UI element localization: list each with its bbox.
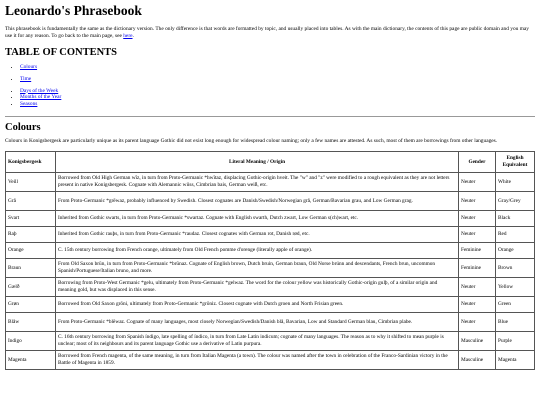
english-cell: Gray/Grey — [496, 191, 535, 210]
table-row — [6, 350, 535, 369]
gender-cell: Neuter — [459, 191, 496, 210]
english-cell: Green — [496, 296, 535, 312]
origin-cell: Borrowed from Old Saxon grōni, ultimately from Proto-Germanic *grōniz. Closest cognate with Dutch groen and North Frisian green. — [56, 296, 459, 312]
english-cell: Magenta — [496, 350, 535, 369]
english-cell: Yellow — [496, 277, 535, 296]
origin-cell: From Proto-Germanic *blēwaz. Cognate of many languages, most closely Norwegian/Swedish/Danish blå, Bavarian, Low and Standard German blau, Cimbrian plabe. — [56, 312, 459, 331]
word-cell: Braun — [6, 258, 56, 277]
english-cell: Brown — [496, 258, 535, 277]
gender-cell: Neuter — [459, 277, 496, 296]
table-row — [6, 331, 535, 350]
colours-heading: Colours — [5, 121, 41, 133]
table-row — [6, 277, 535, 296]
table-header-row — [6, 151, 535, 172]
gender-cell: Neuter — [459, 296, 496, 312]
header-origin: Literal Meaning / Origin — [56, 151, 459, 172]
colours-table — [5, 151, 535, 370]
intro-paragraph — [5, 26, 535, 40]
english-cell: Orange — [496, 242, 535, 258]
toc-link-colours[interactable]: Colours — [20, 64, 38, 70]
gender-cell: Masculine — [459, 350, 496, 369]
toc-item-empty — [20, 108, 535, 111]
origin-cell: Inherited from Gothic rauþs, in turn from Proto-Germanic *raudaz. Closest cognates with German rot, Danish rød, etc. — [56, 226, 459, 242]
toc-link-seasons[interactable]: Seasons — [20, 101, 38, 108]
word-cell: Magenta — [6, 350, 56, 369]
word-cell: Blåw — [6, 312, 56, 331]
toc-item-time — [20, 76, 535, 83]
page-title: Leonardo's Phrasebook — [5, 3, 142, 18]
origin-cell: Borrowing from Proto-West Germanic *gelu, ultimately from Proto-Germanic *gelwaz. The word for the colour yellow was historically Gothic-origin gulþ, of a similar origin and meaning gold, but was displaced in this sense. — [56, 277, 459, 296]
table-of-contents — [5, 64, 535, 111]
main-page-link[interactable]: here — [123, 33, 133, 39]
origin-cell: Borrowed from Old High German wîz, in turn from Proto-Germanic *hwītaz, displacing Gothic-origin hveit. The "w" and "z" were modified to a rough equivalent as they are not letters present in native Konigsbergesk. Cognate with Alemannic wiiss, Cimbrian bais, German weiß, etc. — [56, 172, 459, 191]
word-cell: Grøn — [6, 296, 56, 312]
table-row — [6, 172, 535, 191]
word-cell: Raþ — [6, 226, 56, 242]
gender-cell: Neuter — [459, 226, 496, 242]
table-row — [6, 258, 535, 277]
origin-cell: C. 15th century borrowing from French orange, ultimately from Old French pomme d'orenge (literally apple of orange). — [56, 242, 459, 258]
toc-link-months[interactable]: Months of the Year — [20, 94, 62, 101]
english-cell: White — [496, 172, 535, 191]
english-cell: Red — [496, 226, 535, 242]
table-row — [6, 191, 535, 210]
toc-link-time[interactable]: Time — [20, 75, 32, 82]
table-row — [6, 210, 535, 226]
gender-cell: Masculine — [459, 331, 496, 350]
english-cell: Black — [496, 210, 535, 226]
toc-link-days[interactable]: Days of the Week — [20, 87, 59, 94]
gender-cell: Neuter — [459, 172, 496, 191]
toc-item-colours — [20, 64, 535, 71]
origin-cell: Borrowed from French magenta, of the same meaning, in turn from Italian Magenta (a town). The colour was named after the town in celebration of the Franco-Sardinian victory in the Battle of Magenta in 1859. — [56, 350, 459, 369]
section-divider — [5, 116, 535, 117]
gender-cell: Feminine — [459, 242, 496, 258]
english-cell: Purple — [496, 331, 535, 350]
gender-cell: Neuter — [459, 312, 496, 331]
toc-item-seasons — [20, 101, 535, 108]
origin-cell: C. 16th century borrowing from Spanish índigo, late spelling of índico, in turn from Late Latin indicum; cognate of many languages. The reason as to why it shifted to mean purple is unclear; most of its neighbours and its parent language Gothic use a derivative of Latin purpura. — [56, 331, 459, 350]
intro-end: . — [132, 33, 134, 39]
origin-cell: From Proto-Germanic *grēwaz, probably influenced by Swedish. Closest cognates are Danish/Swedish/Norwegian grå, German/Bavarian grau, and Low German grag. — [56, 191, 459, 210]
table-row — [6, 226, 535, 242]
table-row — [6, 312, 535, 331]
gender-cell: Neuter — [459, 210, 496, 226]
word-cell: Gælð — [6, 277, 56, 296]
table-row — [6, 242, 535, 258]
word-cell: Orange — [6, 242, 56, 258]
table-row — [6, 296, 535, 312]
colours-intro: Colours in Konigsbergesk are particularly unique as its parent language Gothic did not exist long enough for widespread colour naming; only a few names are attested. As such, most of them are borrowings from other languages. — [5, 137, 498, 144]
intro-text: This phrasebook is fundamentally the same as the dictionary version. The only difference is that words are formatted by topic, and usually placed into tables. As with the main dictionary, the contents of this page are public domain and you may use it for any reason. To go back to the main page, see — [5, 26, 530, 39]
word-cell: Svart — [6, 210, 56, 226]
toc-heading: TABLE OF CONTENTS — [5, 47, 118, 58]
origin-cell: Inherited from Gothic swarts, in turn from Proto-Germanic *swartaz. Cognate with English swarth, Dutch zwart, Low German s(ch)wart, etc. — [56, 210, 459, 226]
gender-cell: Feminine — [459, 258, 496, 277]
toc-item-days — [20, 88, 535, 95]
origin-cell: From Old Saxon brūn, in turn from Proto-Germanic *brūnaz. Cognate of English brown, Dutch bruin, German braun, Old Norse brúnn and descendants, French brun, uncommon Spanish/Portuguese/Italian bruno, and more. — [56, 258, 459, 277]
english-cell: Blue — [496, 312, 535, 331]
word-cell: Grå — [6, 191, 56, 210]
word-cell: Veill — [6, 172, 56, 191]
header-gender: Gender — [459, 151, 496, 172]
toc-item-months — [20, 94, 535, 101]
header-word: Konigsbergesk — [6, 151, 56, 172]
header-english: English Equivalent — [496, 151, 535, 172]
word-cell: Indigo — [6, 331, 56, 350]
